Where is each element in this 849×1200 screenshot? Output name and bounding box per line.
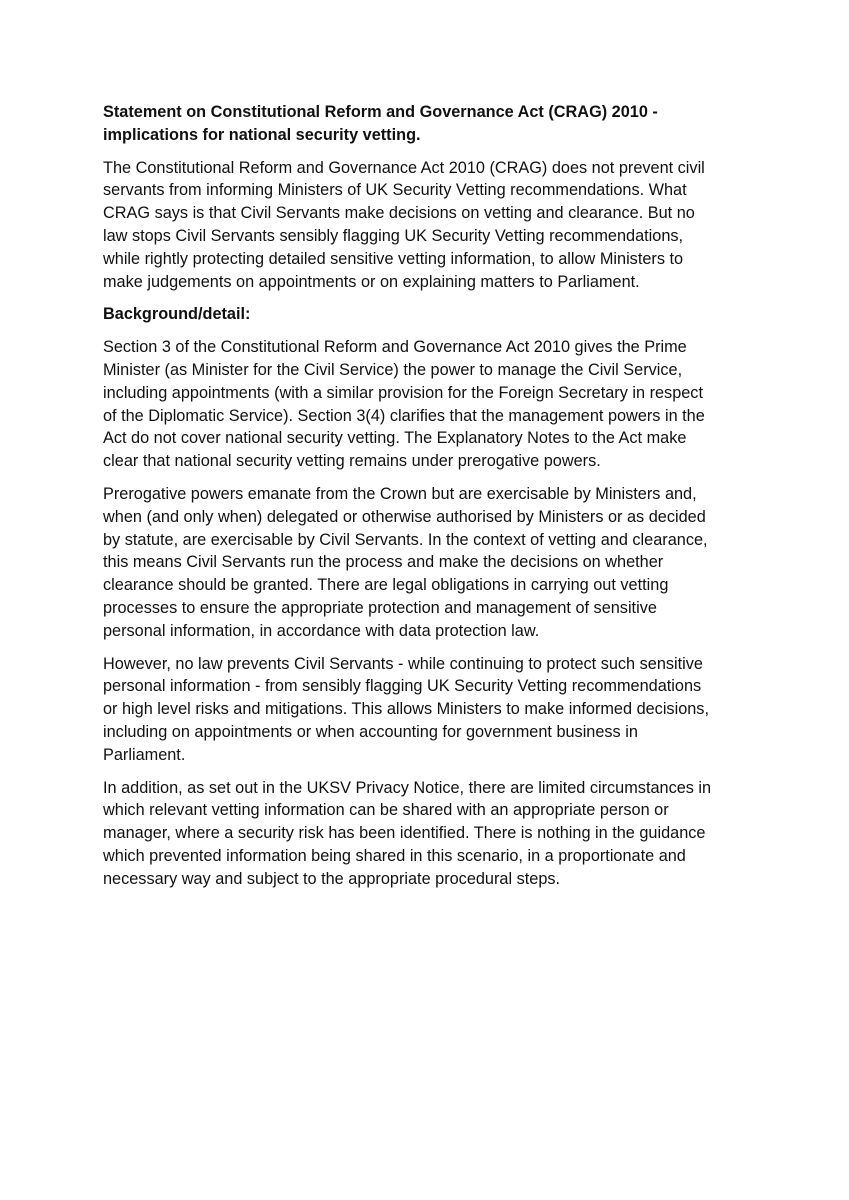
document-page <box>103 101 753 901</box>
document-title: Statement on Constitutional Reform and Governance Act (CRAG) 2010 - implications for national security vetting. <box>103 103 658 144</box>
body-paragraph-2: Prerogative powers emanate from the Crown but are exercisable by Ministers and, when (and only when) delegated or otherwise authorised by Ministers or as decided by statute, are exercisable by Civil Servants. In the context of vetting and clearance, this means Civil Servants run the process and make the decisions on whether clearance should be granted. There are legal obligations in carrying out vetting processes to ensure the appropriate protection and management of sensitive personal information, in accordance with data protection law. <box>103 484 708 640</box>
body-paragraph-3: However, no law prevents Civil Servants - while continuing to protect such sensitive personal information - from sensibly flagging UK Security Vetting recommendations or high level risks and mitigations. This allows Ministers to make informed decisions, including on appointments or when accounting for government business in Parliament. <box>103 654 709 764</box>
background-heading: Background/detail: <box>103 305 251 324</box>
body-paragraph-4: In addition, as set out in the UKSV Privacy Notice, there are limited circumstances in which relevant vetting information can be shared with an appropriate person or manager, where a security risk has been identified. There is nothing in the guidance which prevented information being shared in this scenario, in a proportionate and necessary way and subject to the appropriate procedural steps. <box>103 778 712 888</box>
body-paragraph-1: Section 3 of the Constitutional Reform and Governance Act 2010 gives the Prime Minister (as Minister for the Civil Service) the power to manage the Civil Service, including appointments (with a similar provision for the Foreign Secretary in respect of the Diplomatic Service). Section 3(4) clarifies that the management powers in the Act do not cover national security vetting. The Explanatory Notes to the Act make clear that national security vetting remains under prerogative powers. <box>103 338 705 471</box>
intro-paragraph: The Constitutional Reform and Governance Act 2010 (CRAG) does not prevent civil servants from informing Ministers of UK Security Vetting recommendations. What CRAG says is that Civil Servants make decisions on vetting and clearance. But no law stops Civil Servants sensibly flagging UK Security Vetting recommendations, while rightly protecting detailed sensitive vetting information, to allow Ministers to make judgements on appointments or on explaining matters to Parliament. <box>103 158 705 291</box>
